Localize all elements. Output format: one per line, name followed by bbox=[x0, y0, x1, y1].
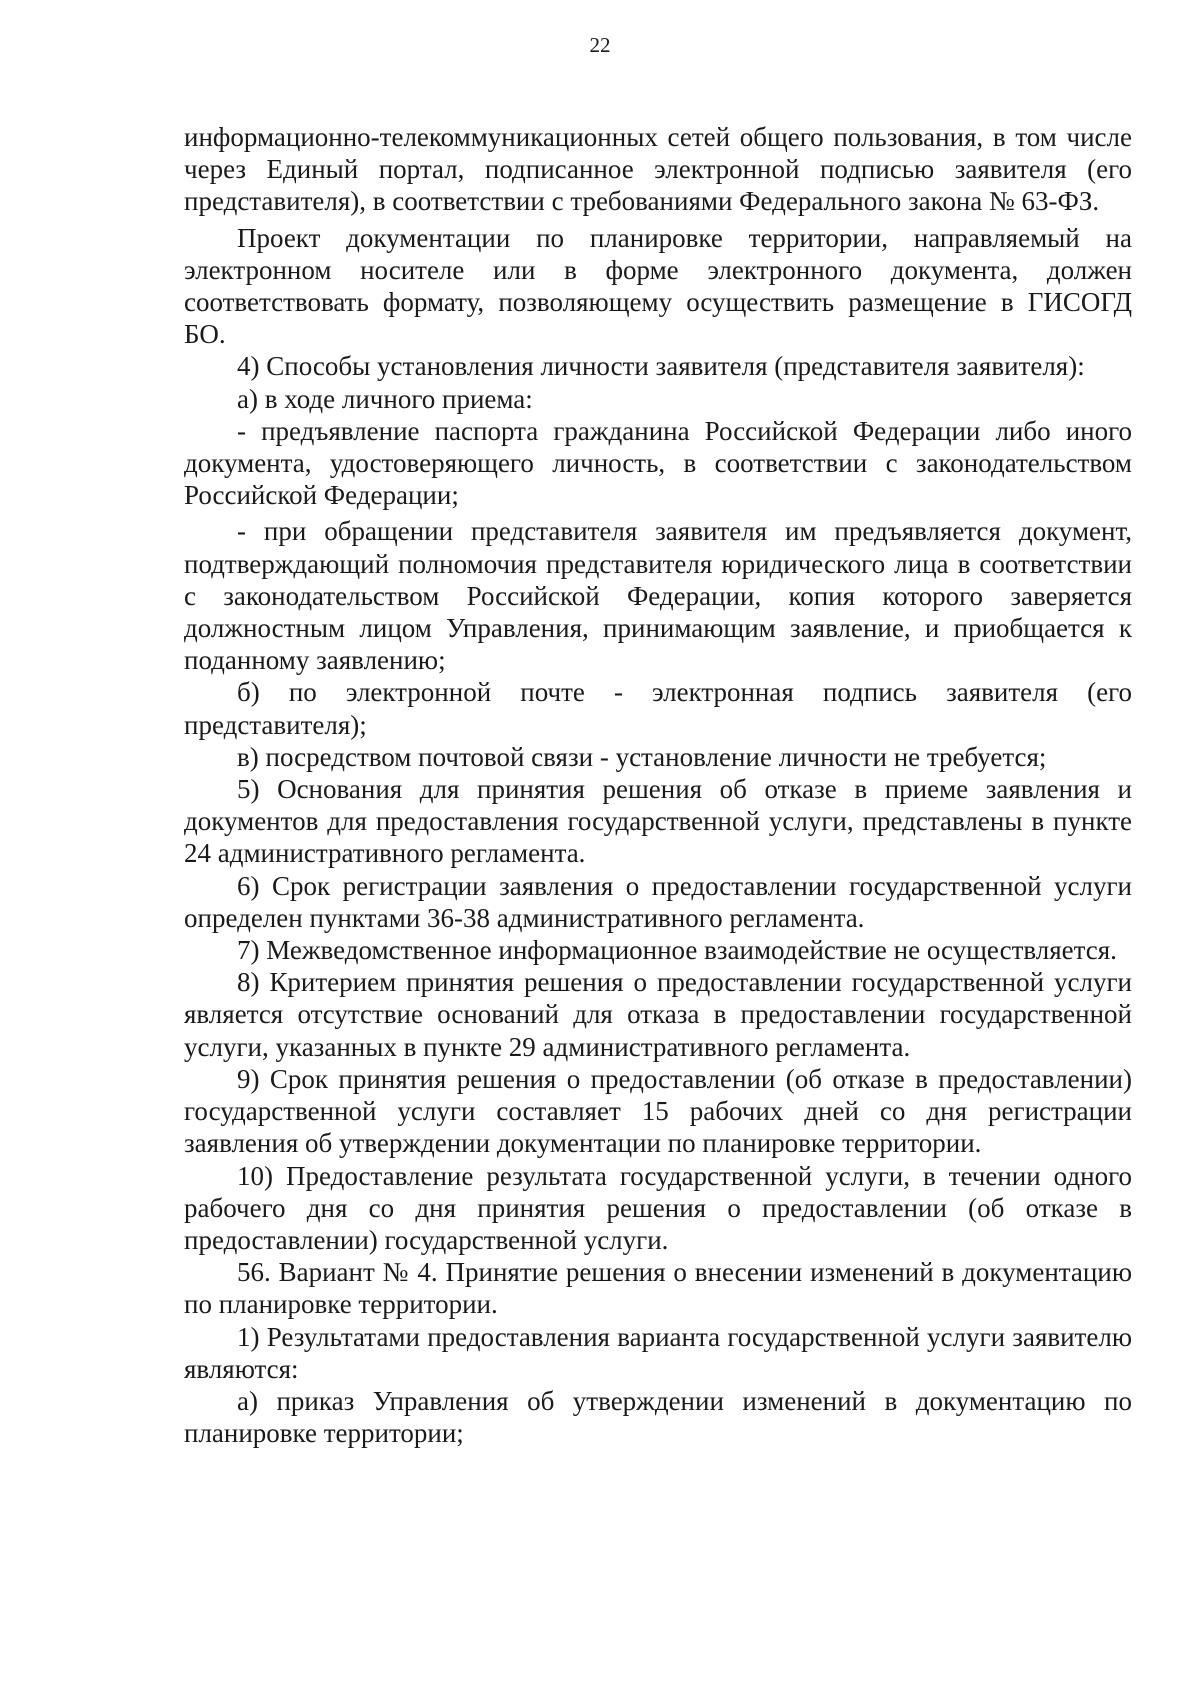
paragraph-13: 9) Срок принятия решения о предоставлении (об отказе в предоставлении) государственной услуги составляет 15 рабочих дней со дня регистрации заявления об утверждении документации по планировке территории. bbox=[184, 1063, 1132, 1159]
paragraph-15: 56. Вариант № 4. Принятие решения о внесении изменений в документацию по планировке территории. bbox=[184, 1257, 1132, 1320]
paragraph-12: 8) Критерием принятия решения о предоставлении государственной услуги является отсутствие оснований для отказа в предоставлении государственной услуги, указанных в пункте 29 административного регламента. bbox=[184, 967, 1132, 1062]
paragraph-2: Проект документации по планировке территории, направляемый на электронном носителе или в форме электронного документа, должен соответствовать формату, позволяющему осуществить размещение в ГИСОГД БО. bbox=[184, 222, 1132, 350]
paragraph-3: 4) Способы установления личности заявителя (представителя заявителя): bbox=[237, 351, 1085, 382]
paragraph-9: 5) Основания для принятия решения об отказе в приеме заявления и документов для предоставления государственной услуги, представлены в пункте 24 административного регламента. bbox=[184, 774, 1132, 869]
paragraph-1: информационно-телекоммуникационных сетей общего пользования, в том числе через Единый портал, подписанное электронной подписью заявителя (его представителя), в соответствии с требованиями Федерального закона № 63-ФЗ. bbox=[184, 122, 1132, 217]
paragraph-4: а) в ходе личного приема: bbox=[237, 383, 533, 414]
paragraph-8: в) посредством почтовой связи - установление личности не требуется; bbox=[237, 741, 1047, 772]
page-number: 22 bbox=[589, 33, 611, 57]
paragraph-6: - при обращении представителя заявителя им предъявляется документ, подтверждающий полномочия представителя юридического лица в соответствии с законодательством Российской Федерации, копия которого заверяется должностным лицом Управления, принимающим заявление, и приобщается к поданному заявлению; bbox=[184, 516, 1132, 676]
paragraph-11: 7) Межведомственное информационное взаимодействие не осуществляется. bbox=[237, 935, 1117, 966]
document-body bbox=[184, 121, 1132, 1449]
paragraph-7: б) по электронной почте - электронная подпись заявителя (его представителя); bbox=[184, 677, 1132, 740]
paragraph-16: 1) Результатами предоставления варианта государственной услуги заявителю являются: bbox=[184, 1321, 1132, 1384]
paragraph-14: 10) Предоставление результата государственной услуги, в течении одного рабочего дня со дня принятия решения о предоставлении (об отказе в предоставлении) государственной услуги. bbox=[184, 1160, 1132, 1255]
paragraph-10: 6) Срок регистрации заявления о предоставлении государственной услуги определен пунктами 36-38 административного регламента. bbox=[184, 870, 1132, 933]
paragraph-5: - предъявление паспорта гражданина Российской Федерации либо иного документа, удостоверяющего личность, в соответствии с законодательством Российской Федерации; bbox=[184, 415, 1132, 511]
paragraph-17: а) приказ Управления об утверждении изменений в документацию по планировке территории; bbox=[184, 1385, 1132, 1449]
